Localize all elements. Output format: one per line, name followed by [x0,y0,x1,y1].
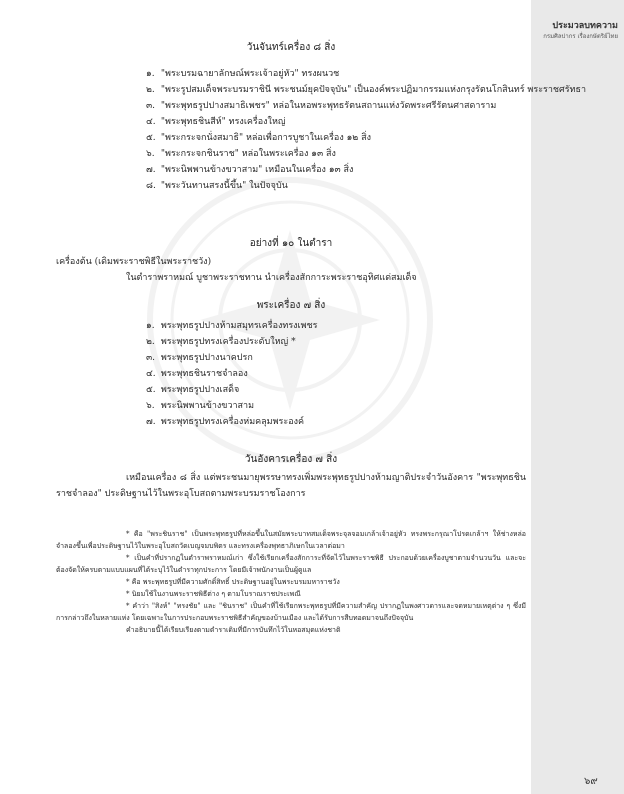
side-subtitle: กรมศิลปากร เรื่องกษัตริย์ไทย [543,33,618,40]
section-heading-monday: วันจันทร์เครื่อง ๘ สิ่ง [246,42,336,53]
list-item: ๑. พระพุทธรูปปางห้ามสมุทรเครื่องทรงเพชร [146,321,318,331]
list-item: ๗. "พระนิพพานข้างขวาสาม" เหมือนในเครื่อง ๑๓ สิ่ง [146,165,354,175]
amulet-list [146,318,318,430]
list-item: ๓. พระพุทธรูปปางนาคปรก [146,353,253,363]
footnote: * คำว่า "สิงห์" "ทรงชัย" และ "ชินราช" เป็นคำที่ใช้เรียกพระพุทธรูปที่มีความสำคัญ ปรากฏในพงศาวดารและจดหมายเหตุต่าง ๆ ซึ่งมีการกล่าวถึงในหลายแห่ง โดยเฉพาะในการประกอบพระราชพิธีสำคัญของบ้านเมือง และได้รับการสืบทอดมาจนถึงปัจจุบัน [56,602,526,622]
side-title: ประมวลบทความ [552,21,618,31]
side-header [531,20,624,41]
list-item: ๑. "พระบรมฉายาลักษณ์พระเจ้าอยู่หัว" ทรงผนวช [146,69,340,79]
list-item: ๘. "พระวันทานสรงนี้ขึ้น" ในปัจจุบัน [146,181,288,191]
list-item: ๕. พระพุทธรูปปางเสด็จ [146,385,240,395]
section-heading-amulets: พระเครื่อง ๗ สิ่ง [256,300,326,311]
tuesday-paragraph: เหมือนเครื่อง ๘ สิ่ง แต่พระชนมายุพรรษาทรงเพิ่มพระพุทธรูปปางห้ามญาติประจำวันอังคาร "พระพุทธชินราชจำลอง" ประดิษฐานไว้ในพระอุโบสถตามพระบรมราชโองการ [56,473,526,499]
page-number: ๖๙ [584,776,598,787]
rule-line-1: เครื่องต้น (เดิมพระราชพิธีในพระราชวัง) [56,257,212,267]
list-item: ๕. "พระกระจกนั่งสมาธิ" หล่อเพื่อการบูชาในเครื่อง ๑๒ สิ่ง [146,133,371,143]
list-item: ๔. พระพุทธชินราชจำลอง [146,369,248,379]
section-heading-tuesday: วันอังคารเครื่อง ๗ สิ่ง [244,454,338,465]
list-item: ๓. "พระพุทธรูปปางสมาธิเพชร" หล่อในหอพระพุทธรัตนสถานแห่งวัดพระศรีรัตนศาสดาราม [146,101,497,111]
list-item: ๒. พระพุทธรูปทรงเครื่องประดับใหญ่ * [146,337,296,347]
footnote: * คือ พระพุทธรูปที่มีความศักดิ์สิทธิ์ ประดิษฐานอยู่ในพระบรมมหาราชวัง [126,578,340,586]
section-heading-rule: อย่างที่ ๑๐ ในตำรา [249,238,333,249]
list-item: ๔. "พระพุทธชินสีห์" ทรงเครื่องใหญ่ [146,117,286,127]
footnote: * นิยมใช้ในงานพระราชพิธีต่าง ๆ ตามโบราณราชประเพณี [126,590,301,598]
footnote: * คือ "พระชินราช" เป็นพระพุทธรูปที่หล่อขึ้นในสมัยพระบาทสมเด็จพระจุลจอมเกล้าเจ้าอยู่หัว ทรงพระกรุณาโปรดเกล้าฯ ให้ช่างหล่อจำลองขึ้นเพื่อประดิษฐานไว้ในพระอุโบสถวัดเบญจมบพิตร และทรงเครื่องพุทธาภิเษกในเวลาต่อมา [56,530,526,550]
list-item: ๒. "พระรูปสมเด็จพระบรมราชินี พระชนม์ยุคปัจจุบัน" เป็นองค์พระปฏิมากรรมแห่งกรุงรัตนโกสินทร์ พระราชศรัทธา [146,85,587,95]
list-item: ๖. "พระกระจกชินราช" หล่อในพระเครื่อง ๑๓ สิ่ง [146,149,336,159]
list-item: ๗. พระพุทธรูปทรงเครื่องห่มคลุมพระองค์ [146,417,305,427]
rule-line-2: ในตำราพราหมณ์ บูชาพระราชทาน นำเครื่องสักการะพระราชอุทิศแด่สมเด็จ [126,273,417,283]
footnotes [56,528,526,636]
monday-list [146,66,586,194]
list-item: ๖. พระนิพพานข้างขวาสาม [146,401,255,411]
footnote: * เป็นคำที่ปรากฏในตำราพราหมณ์เก่า ซึ่งใช้เรียกเครื่องสักการะที่จัดไว้ในพระราชพิธี ประกอบด้วยเครื่องบูชาตามจำนวนวัน และจะต้องจัดให้ครบตามแบบแผนที่ได้ระบุไว้ในตำราทุกประการ โดยมีเจ้าพนักงานเป็นผู้ดูแล [56,554,526,574]
footnote: คำอธิบายนี้ได้เรียบเรียงตามตำราเดิมที่มีการบันทึกไว้ในหอสมุดแห่งชาติ [126,626,341,634]
